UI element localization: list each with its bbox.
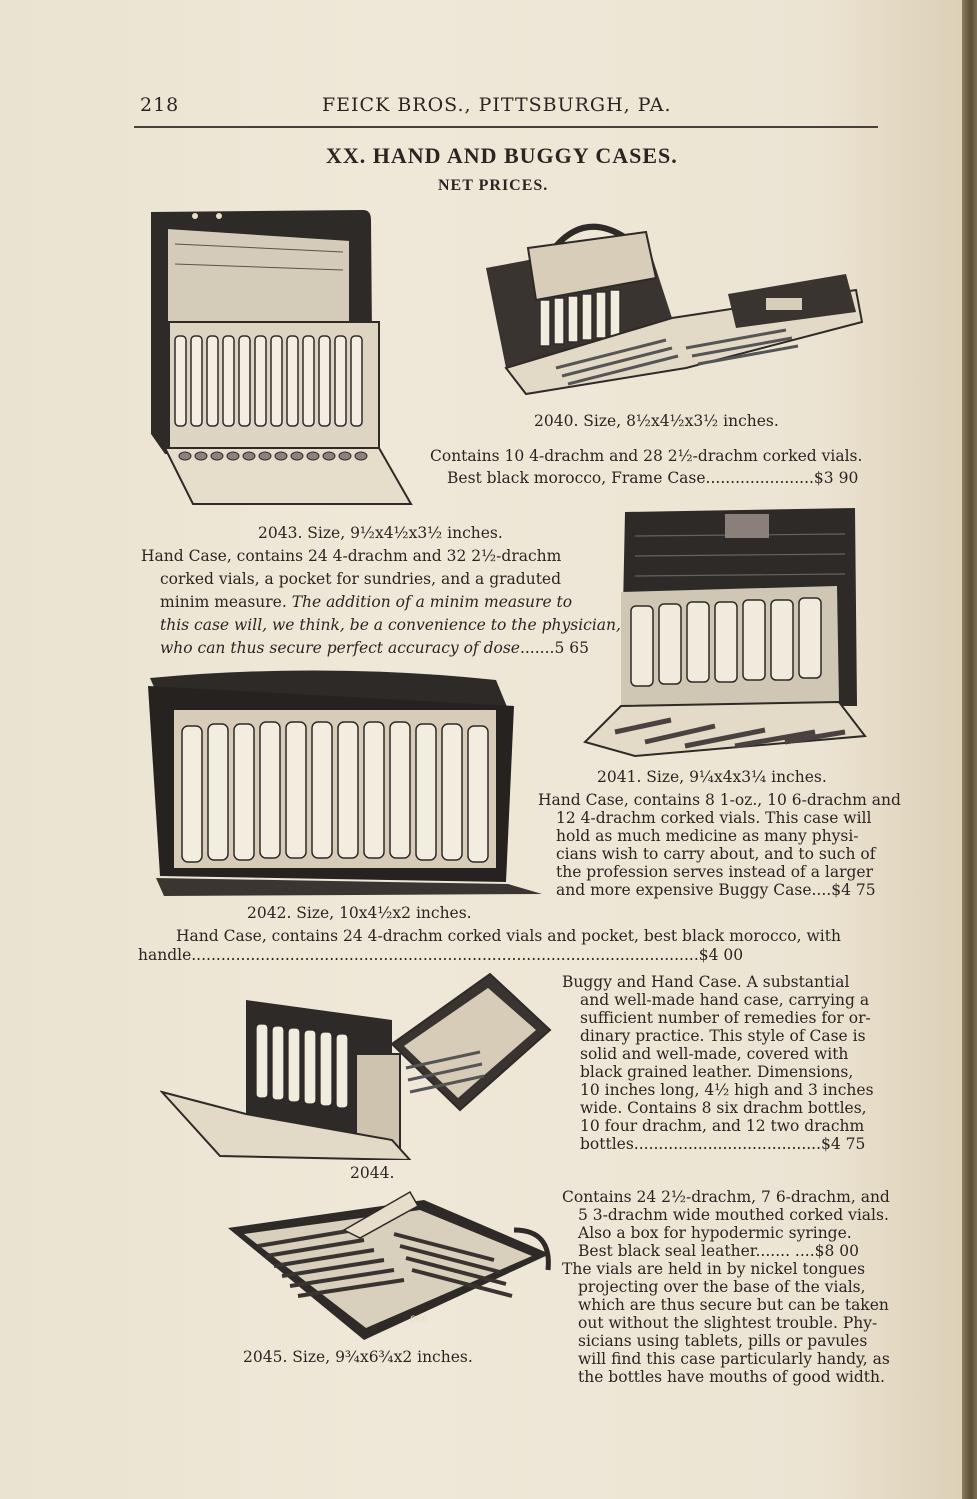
section-title: XX. HAND AND BUGGY CASES. — [326, 143, 678, 168]
item-2045-line: The vials are held in by nickel tongues — [562, 1260, 866, 1278]
item-2045-line: the bottles have mouths of good width. — [578, 1368, 885, 1386]
item-2040-caption: 2040. Size, 8½x4½x3½ inches. — [534, 412, 779, 430]
item-2043-line — [160, 593, 572, 612]
item-2044-line: 10 four drachm, and 12 two drachm — [580, 1117, 865, 1135]
item-2045-line: will find this case particularly handy, as — [578, 1350, 890, 1368]
case-2043-illustration — [145, 204, 415, 510]
page-edge — [962, 0, 977, 1499]
item-2041-line: hold as much medicine as many physi- — [556, 827, 859, 845]
case-2041-illustration — [575, 506, 871, 762]
case-2045-label: 666 — [410, 1315, 428, 1325]
item-2044-line: wide. Contains 8 six drachm bottles, — [580, 1099, 867, 1117]
item-2040-description: Contains 10 4-drachm and 28 2½-drachm corked vials. — [430, 447, 863, 465]
item-2043-text: minim measure. — [160, 593, 292, 611]
header-rule — [134, 126, 878, 128]
running-title: FEICK BROS., PITTSBURGH, PA. — [322, 94, 672, 116]
item-2042-caption: 2042. Size, 10x4½x2 inches. — [247, 904, 472, 922]
item-2043-italic-line: this case will, we think, be a convenience to the physician, — [160, 616, 621, 634]
case-2045-illustration — [214, 1190, 554, 1346]
item-2045-line: Best black seal leather....... ....$8 00 — [578, 1242, 860, 1260]
item-2041-line: cians wish to carry about, and to such of — [556, 845, 876, 863]
item-2044-line: dinary practice. This style of Case is — [580, 1027, 866, 1045]
item-2044-line: sufficient number of remedies for or- — [580, 1009, 871, 1027]
item-2043-line: Hand Case, contains 24 4-drachm and 32 2½-drachm — [141, 547, 562, 565]
item-2043-line: corked vials, a pocket for sundries, and a graduted — [160, 570, 562, 588]
item-2043-caption: 2043. Size, 9½x4½x3½ inches. — [258, 524, 503, 542]
case-2042-illustration — [144, 666, 546, 902]
item-2044-line: 10 inches long, 4½ high and 3 inches — [580, 1081, 874, 1099]
item-2045-line: sicians using tablets, pills or pavules — [578, 1332, 868, 1350]
item-2044-line: black grained leather. Dimensions, — [580, 1063, 854, 1081]
item-2045-caption: 2045. Size, 9¾x6¾x2 inches. — [243, 1348, 473, 1366]
item-2044-line: bottles......................................$4 75 — [580, 1135, 866, 1153]
item-2044-line: Buggy and Hand Case. A substantial — [562, 973, 850, 991]
item-2041-line: 12 4-drachm corked vials. This case will — [556, 809, 872, 827]
item-2041-caption: 2041. Size, 9¼x4x3¼ inches. — [597, 768, 827, 786]
item-2040-price-line: Best black morocco, Frame Case......................$3 90 — [447, 469, 859, 487]
item-2043-line — [160, 639, 589, 658]
item-2044-line: and well-made hand case, carrying a — [580, 991, 870, 1009]
item-2041-line: the profession serves instead of a larger — [556, 863, 874, 881]
item-2041-line: Hand Case, contains 8 1-oz., 10 6-drachm and — [538, 791, 901, 809]
item-2045-line: which are thus secure but can be taken — [578, 1296, 889, 1314]
item-2045-line: Contains 24 2½-drachm, 7 6-drachm, and — [562, 1188, 890, 1206]
item-2044-line: solid and well-made, covered with — [580, 1045, 849, 1063]
item-2042-price-line: handle.......................................................................................................$4 00 — [138, 946, 744, 964]
item-2044-caption: 2044. — [350, 1164, 395, 1182]
section-subtitle: NET PRICES. — [438, 177, 549, 194]
item-2045-line: projecting over the base of the vials, — [578, 1278, 866, 1296]
item-2043-price: .......5 65 — [519, 639, 589, 657]
item-2045-line: 5 3-drachm wide mouthed corked vials. — [578, 1206, 889, 1224]
case-2044-illustration — [160, 964, 552, 1160]
item-2043-italic-text: The addition of a minim measure to — [291, 593, 573, 611]
item-2045-line: out without the slightest trouble. Phy- — [578, 1314, 878, 1332]
item-2041-line: and more expensive Buggy Case....$4 75 — [556, 881, 876, 899]
page-number: 218 — [140, 94, 180, 116]
item-2042-line: Hand Case, contains 24 4-drachm corked vials and pocket, best black morocco, with — [176, 927, 841, 945]
item-2045-line: Also a box for hypodermic syringe. — [578, 1224, 852, 1242]
case-2040-illustration — [466, 208, 866, 404]
item-2043-italic-text: who can thus secure perfect accuracy of dose — [160, 639, 520, 657]
